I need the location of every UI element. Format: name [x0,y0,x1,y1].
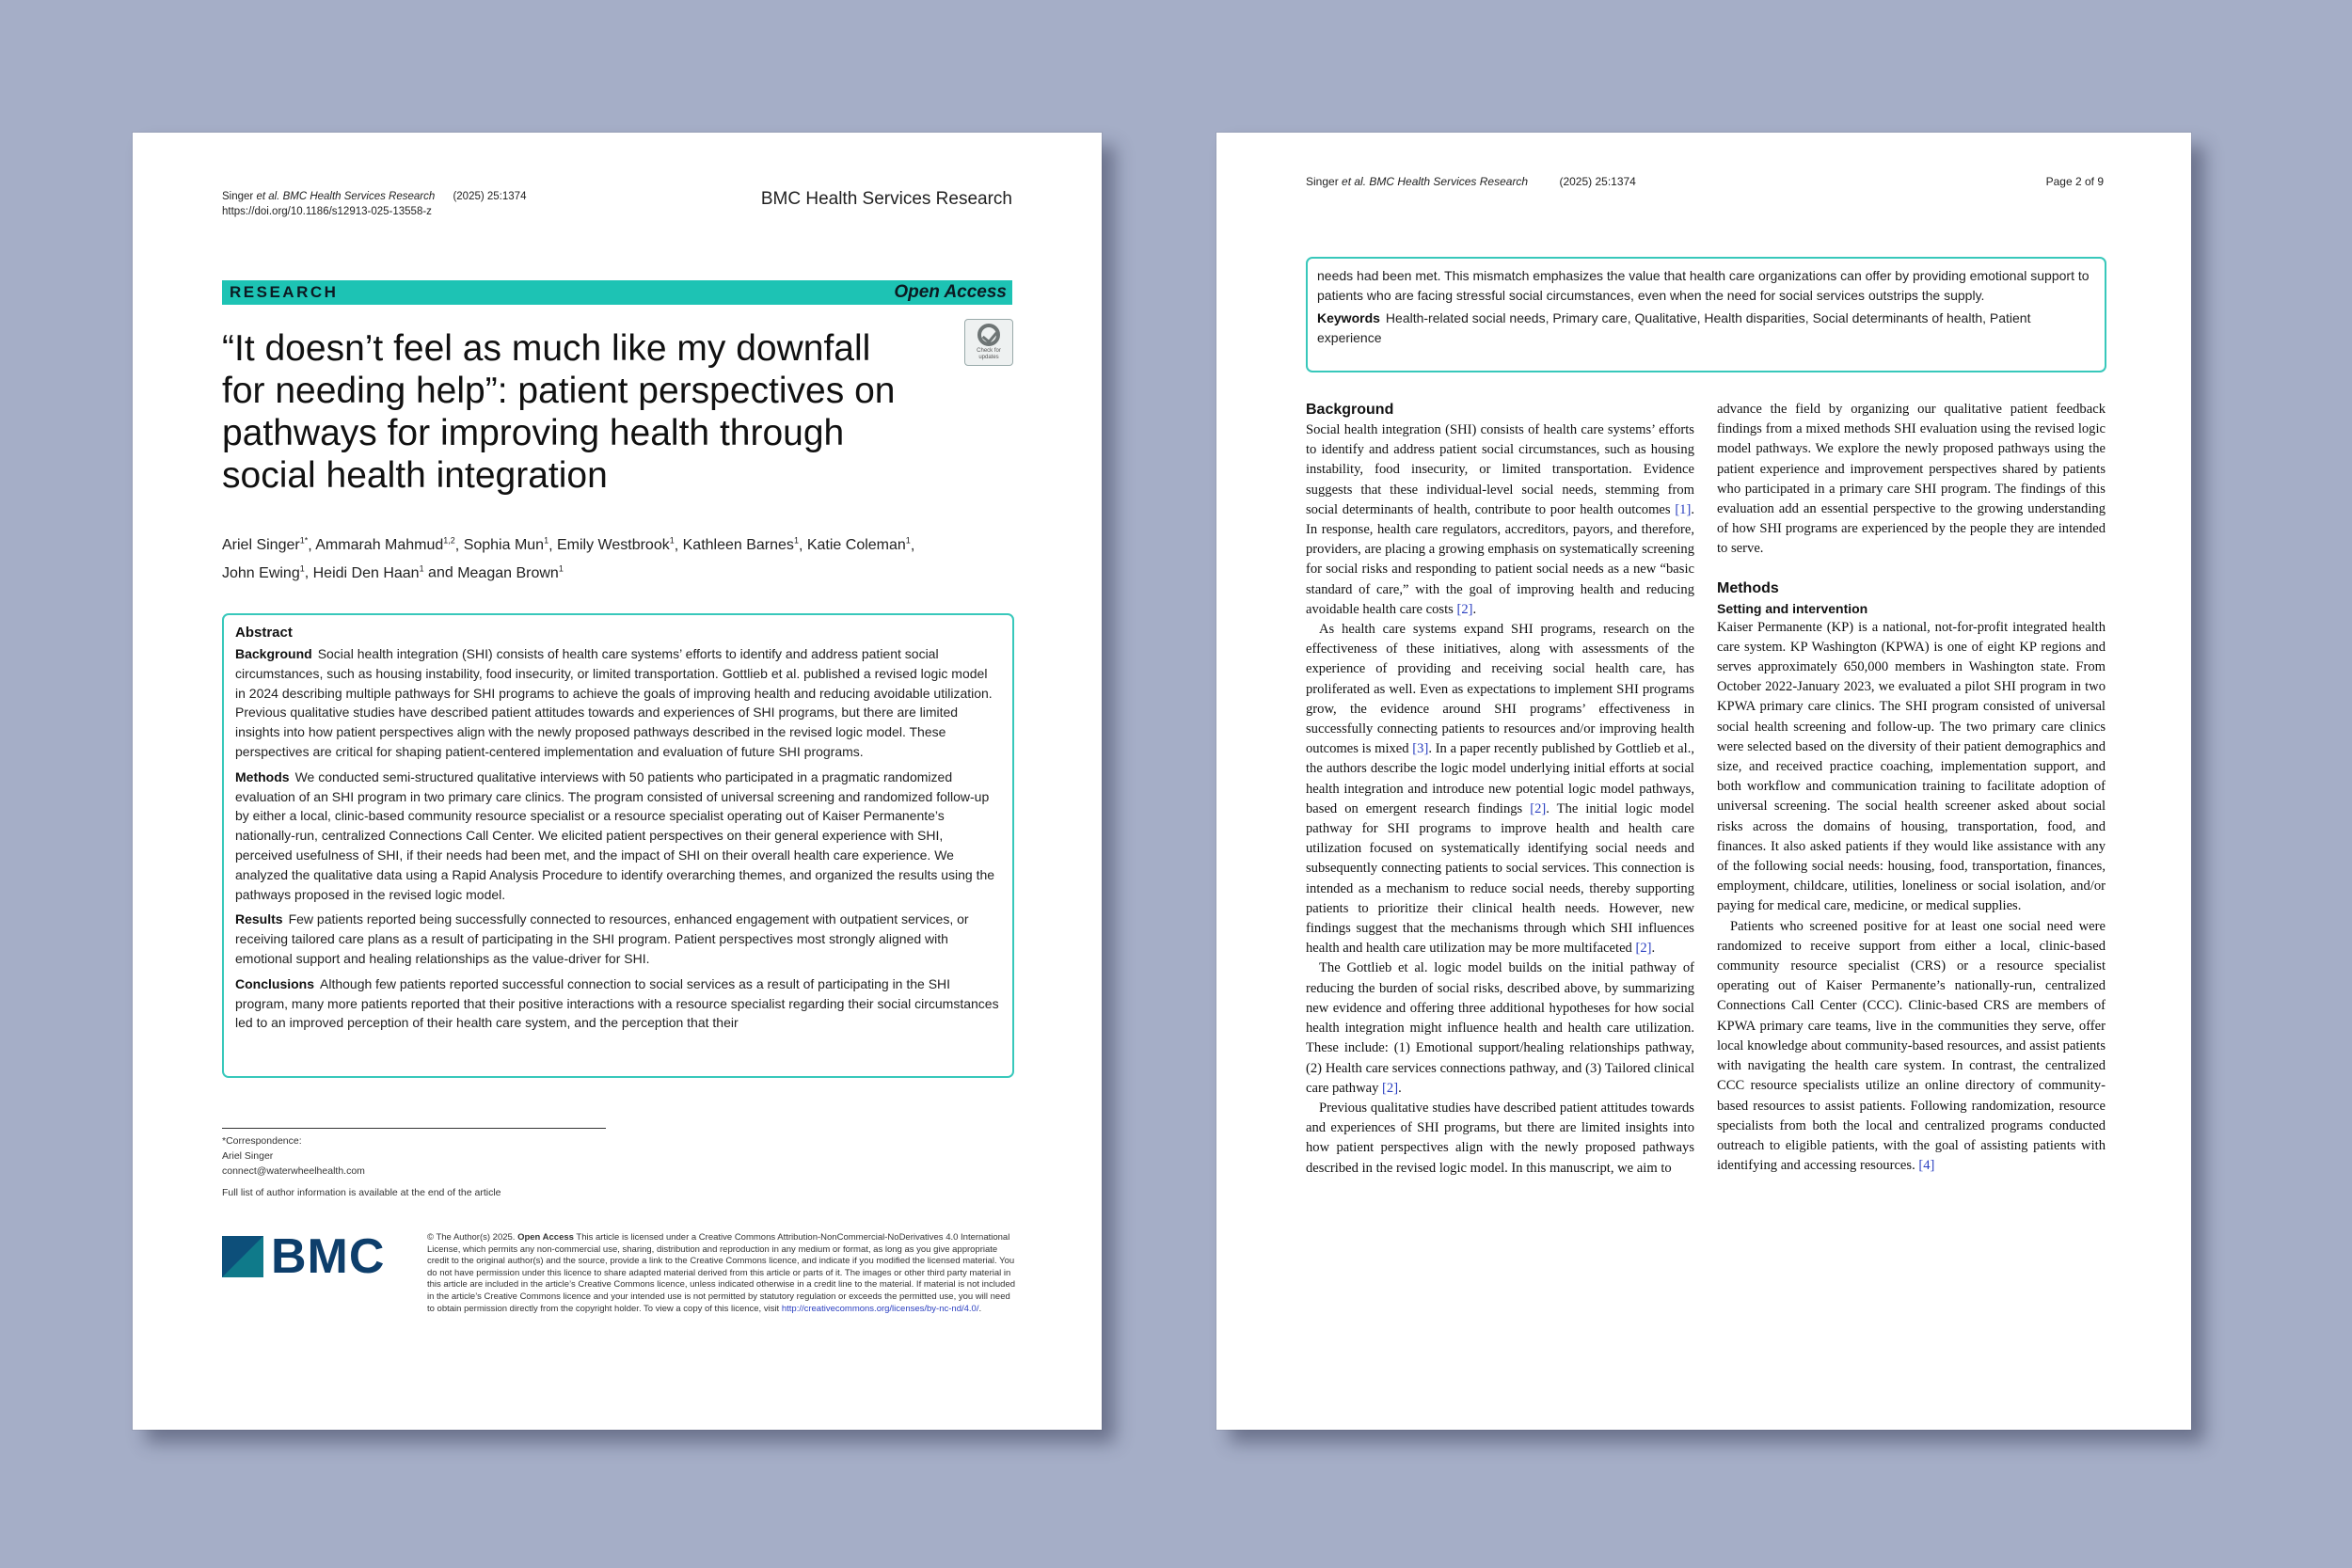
citation-ref[interactable]: [3] [1412,741,1429,757]
citation-ref[interactable]: [2] [1382,1080,1399,1096]
author-1[interactable]: Ariel Singer$^{1*}$ [222,536,309,554]
author-4[interactable]: Emily Westbrook$^1$ [556,536,675,554]
paragraph: The Gottlieb et al. logic model builds on the initial pathway of reducing the burden of social risks, described above, by summarizing new evidence and offering three additional hypotheses for how social health integration might influence health and health care utilization. These include: (1) Emotional support/healing relationships pathway, (2) Health care services connections pathway, and (3) Tailored clinical care pathway [2]. [1306,960,1694,1096]
author-3[interactable]: Sophia Mun$^1$ [463,536,549,554]
author-7[interactable]: John Ewing$^1$ [222,563,305,581]
check-for-updates-badge[interactable] [964,319,1013,366]
section-heading-background: Background [1306,402,1394,418]
author-list: Ariel Singer$^{1*}$, Ammarah Mahmud$^{1,2}$, Sophia Mun$^1$, Emily Westbrook$^1$, Kathleen Barnes$^1$, Katie Coleman$^1$, John Ewing$^1$, Heidi Den Haan$^1$ and Meagan Brown$^1$ [222,536,915,581]
author-8[interactable]: Heidi Den Haan$^1$ [312,563,424,581]
keywords: Keywords Health-related social needs, Primary care, Qualitative, Health disparities, Social determinants of health, Patient experience [1317,310,2031,345]
bmc-logo [222,1230,401,1283]
author-5[interactable]: Kathleen Barnes$^1$ [682,536,799,554]
citation-block [222,189,526,219]
article-page-1 [133,133,1102,1430]
page1-header [222,189,1012,227]
journal-name: BMC Health Services Research [760,189,1012,209]
citation-ref[interactable]: [4] [1918,1158,1935,1174]
correspondence-email[interactable]: connect@waterwheelhealth.com [222,1165,365,1177]
author-info-note: Full list of author information is available at the end of the article [222,1187,501,1198]
paragraph: Patients who screened positive for at least one social need were randomized to receive support from either a local, clinic-based community resource specialist (CRS) or a resource specialist operating out of Kaiser Permanente’s nationally-run, centralized Connections Call Center (CCC). Clinic-based CRS are members of KPWA primary care teams, live in the communities they serve, offer local knowledge about community-based resources, and assist patients with navigating the health care system. In contrast, the centralized CCC resource specialists utilize an online directory of community-based resources to assist patients. Following randomization, resource specialists from both the local and centralized programs conducted outreach to eligible patients, with the goal of assisting patients with identifying and accessing resources. [4] [1717,918,2106,1174]
bmc-logo-icon [222,1236,263,1277]
article-page-2 [1216,133,2191,1430]
citation-ref[interactable]: [2] [1530,800,1547,816]
author-2[interactable]: Ammarah Mahmud$^{1,2}$ [315,536,455,554]
license-statement: © The Author(s) 2025. Open Access This article is licensed under a Creative Commons Attribution-NonCommercial-NoDerivatives 4.0 International License, which permits any non-commercial use, sharing, distribution and reproduction in any medium or format, as long as you give appropriate credit to the original author(s) and the source, provide a link to the Creative Commons licence, and indicate if you modified the licensed material. You do not have permission under this licence to share adapted material derived from this article or parts of it. The images or other third party material in this article are included in the article’s Creative Commons licence, unless indicated otherwise in a credit line to the material. If material is not included in the article’s Creative Commons licence and your intended use is not permitted by statutory regulation or exceeds the permitted use, you will need to obtain permission directly from the copyright holder. To view a copy of this licence, visit http://creativecommons.org/licenses/by-nc-nd/4.0/. [427,1232,1016,1314]
footnote-divider [222,1128,606,1129]
citation-etal: et al. [256,191,280,202]
paragraph: Previous qualitative studies have described patient attitudes towards and experiences of SHI programs, but there are limited insights into how patient perspectives align with the newly proposed pathways described in the revised logic model. In this manuscript, we aim to [1306,1100,1694,1176]
author-6[interactable]: Katie Coleman$^1$ [806,536,911,554]
citation-ref[interactable]: [2] [1456,601,1473,617]
citation-block: Singer et al. BMC Health Services Research (2025) 25:1374 [1306,175,1636,188]
page-number: Page 2 of 9 [2045,175,2104,188]
section-heading-methods: Methods [1717,579,1779,596]
article-type-label: RESEARCH [230,283,339,301]
paragraph: As health care systems expand SHI programs, research on the effectiveness of these initiatives, along with assessments of the experience of providing and receiving social health care, has proliferated as well. Even as expectations to implement SHI programs grow, the evidence around SHI programs’ effectiveness in successfully connecting patients to resources and/or improving health outcomes is mixed [3]. In a paper recently published by Gottlieb et al., the authors describe the logic model underlying initial efforts at social health integration and introduce new potential logic model pathways, based on emergent research findings [2]. The initial logic model pathway for SHI programs to improve health and health care utilization focused on systematically identifying social needs and subsequently connecting patients to social services. This connection is intended as a mechanism to reduce social needs, thereby supporting patients to prioritize their clinical health needs. However, new findings suggest that the mechanisms through which SHI influences health and health care utilization may be more multifaceted [2]. [1306,622,1694,957]
paragraph: Social health integration (SHI) consists of health care systems’ efforts to identify and address patient social circumstances, such as housing instability, food insecurity, or limited transportation. Evidence suggests that these individual-level social needs, stemming from social determinants of health, contribute to poor health outcomes [1]. In response, health care regulators, accreditors, payors, and therefore, providers, are placing a growing emphasis on systematically screening for social risks and responding to patient social needs as a new “basic standard of care,” with the goal of improving health and reducing avoidable health care costs [2]. [1306,422,1694,617]
citation-journal: BMC Health Services Research [279,191,436,202]
bmc-logo-text: BMC [271,1229,386,1284]
abstract-continuation-box [1306,257,2106,372]
doi-link[interactable]: https://doi.org/10.1186/s12913-025-13558-z [222,206,432,217]
author-9[interactable]: Meagan Brown$^1$ [457,563,564,581]
body-column-left [1306,400,1694,1179]
check-updates-icon [977,324,1000,346]
abstract-box [222,613,1014,1078]
citation-year: (2025) 25:1374 [453,191,527,202]
abstract-results: Results Few patients reported being successfully connected to resources, enhanced engagement with outpatient services, or receiving tailored care plans as a result of participating in the SHI program. Patient perspectives most strongly aligned with emotional support and healing relationships as the value-driver for SHI. [235,911,969,966]
spacer [1717,560,2106,578]
paragraph: advance the field by organizing our qualitative patient feedback findings from a mixed methods SHI evaluation using the revised logic model pathways. We explore the newly proposed pathways using the patient experience and improvement perspectives shared by patients who participated in a primary care SHI program. The findings of this evaluation add an essential perspective to the growing understanding of how SHI programs are experienced by the people they are intended to serve. [1717,402,2106,557]
license-link[interactable]: http://creativecommons.org/licenses/by-nc-nd/4.0/ [781,1303,979,1314]
check-updates-label: Check for updates [977,348,1001,360]
correspondence-block: *Correspondence: Ariel Singer connect@waterwheelhealth.com [222,1135,365,1177]
paragraph: Kaiser Permanente (KP) is a national, not-for-profit integrated health care system. KP Washington (KPWA) is one of eight KP regions and serves approximately 650,000 members in Washington state. From October 2022-January 2023, we evaluated a pilot SHI program in two KPWA primary care clinics. The SHI program consisted of universal social health screening and follow-up. The two primary care clinics were selected based on the diversity of their patient demographics and size, and received practice coaching, implementation support, and both workflow and communication training to facilitate adoption of universal screening. The social health screener asked about social risks across the domains of housing, transportation, food, and finances. It also asked patients if they would like assistance with any of the following social needs: housing, food, transportation, finances, employment, childcare, utilities, loneliness or social isolation, and/or paying for medical care, medicine, or medical supplies. [1717,619,2106,914]
subsection-heading-setting: Setting and intervention [1717,600,1868,616]
abstract-background: Background Social health integration (SHI) consists of health care systems’ efforts to identify and address patient social circumstances, such as housing instability, food insecurity, or limited transportation. Gottlieb et al. published a revised logic model in 2024 describing multiple pathways for SHI programs to achieve the goals of improving health and reducing avoidable utilization. Previous qualitative studies have described patient attitudes towards and experiences of SHI programs, but there are limited insights into how patient perspectives align with the newly proposed pathways described in the revised logic model. These perspectives are critical for shaping patient-centered implementation and evaluation of future SHI programs. [235,646,993,759]
abstract-conclusions: Conclusions Although few patients reported successful connection to social services as a result of participating in the SHI program, many more patients reported that their positive interactions with a resource specialist regarding their social circumstances led to an improved perception of their health care system, and the perception that their [235,975,999,1031]
abstract-methods: Methods We conducted semi-structured qualitative interviews with 50 patients who participated in a pragmatic randomized evaluation of an SHI program in two primary care clinics. The program consisted of universal screening and randomized follow-up by either a local, clinic-based community resource specialist or a resource specialist operating out of Kaiser Permanente’s nationally-run, centralized Connections Call Center. We elicited patient perspectives on their general experience with SHI, perceived usefulness of SHI, if their needs had been met, and the impact of SHI on their overall health care experience. We analyzed the qualitative data using a Rapid Analysis Procedure to identify overarching themes, and organized the results using the pathways proposed in the revised logic model. [235,768,995,902]
article-type-bar [222,280,1012,305]
abstract-title: Abstract [235,625,293,641]
open-access-label: Open Access [894,282,1007,302]
citation-ref[interactable]: [2] [1635,941,1652,957]
body-column-right [1717,400,2106,1176]
abstract-continuation: needs had been met. This mismatch emphasizes the value that health care organizations can offer by providing emotional support to patients who are facing stressful social circumstances, even when the need for social services outstrips the supply. [1317,268,2090,303]
article-title: “It doesn’t feel as much like my downfall for needing help”: patient perspectives on pathways for improving health through social health integration [222,328,896,496]
citation-authors: Singer [222,191,257,202]
page2-header [1306,175,2104,192]
citation-ref[interactable]: [1] [1675,501,1692,517]
